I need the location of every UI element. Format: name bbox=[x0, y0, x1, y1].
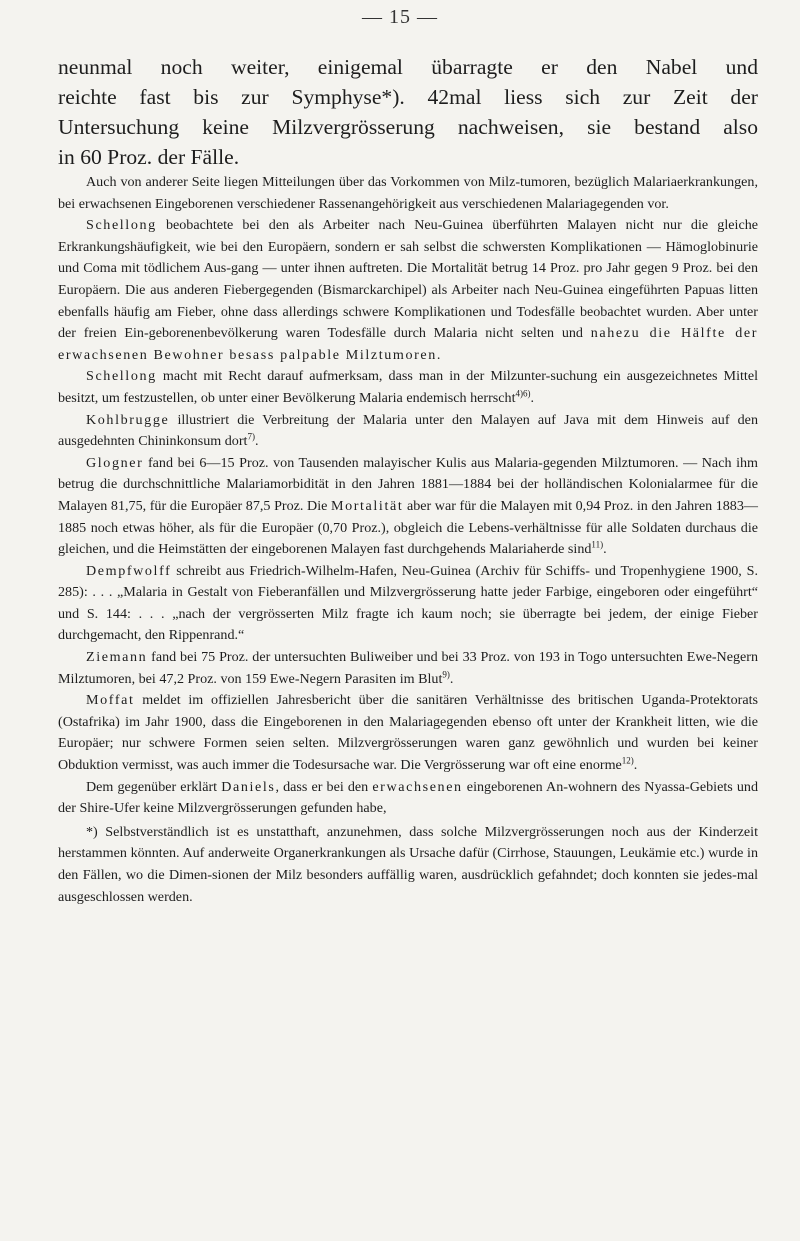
paragraph-end: . bbox=[603, 541, 607, 558]
paragraph-text: meldet im offiziellen Jahresbericht über die sanitären Verhältnisse des britischen Uganda-Protektorats (Ostafrika) im Jahr 1900, dass die Eingeborenen in den Malariagegenden ebenso oft unter der Krankheit litten, wie die Europäer; nur schwere Formen seien selten. Milzvergrösserungen waren ganz gewöhnlich und wurden bei keiner Obduktion vermisst, was auch immer die Todesursache war. Die Vergrösserung war oft eine enorme bbox=[58, 692, 758, 774]
paragraph-text: aber war für die Malayen mit 0,94 Proz. in den Jahren 1883—1885 noch etwas höher, als für die Europäer (0,70 Proz.), obgleich die Lebens-verhältnisse für alle Soldaten durchaus die gleichen, und die Heimstätten der eingeborenen Malayen fast durchgehends Malariaherde sind bbox=[58, 497, 758, 558]
paragraph-kohlbrugge bbox=[58, 410, 758, 453]
footnote bbox=[58, 822, 758, 908]
paragraph-text: schreibt aus Friedrich-Wilhelm-Hafen, Neu-Guinea (Archiv für Schiffs- und Tropenhygiene 1900, S. 285): . . . „Malaria in Gestalt von Fieberanfällen und Milzvergrösserung hatte jeder Farbige, eingeboren oder eingeführt“ und S. 144: . . . „nach der vergrösserten Milz fragte ich kaum noch; sie überragte bei jedem, der einige Fieber durchgemacht, den Rippenrand.“ bbox=[58, 562, 758, 644]
reference-marker: 4)6) bbox=[515, 388, 531, 399]
reference-marker: 7) bbox=[247, 431, 255, 442]
author-name: Ziemann bbox=[86, 649, 148, 666]
paragraph-text: illustriert die Verbreitung der Malaria unter den Malayen auf Java mit dem Hinweis auf den ausgedehnten Chininkonsum dort bbox=[58, 411, 758, 450]
author-name: Glogner bbox=[86, 454, 144, 471]
reference-marker: 9) bbox=[442, 668, 450, 679]
paragraph-text: beobachtete bei den als Arbeiter nach Neu-Guinea überführten Malayen nicht nur die gleiche Erkrankungshäufigkeit, wie bei den Europäern, sondern er sah selbst die schwersten Komplikationen — Hämoglobinurie und Coma mit tödlichem Aus-gang — unter ihnen auftreten. Die Mortalität betrug 14 Proz. pro Jahr gegen 9 Proz. bei den Europäern. Die aus anderen Fiebergegenden (Bismarckarchipel) als Arbeiter nach Neu-Guinea eingeführten Papuas litten ebenfalls häufig am Fieber, ohne dass allerdings schwere Komplikationen und Todesfälle beobachtet wurden. Aber unter der freien Ein-geborenenbevölkerung waren Todesfälle durch Malaria nicht selten und bbox=[58, 217, 758, 342]
lead-line-4: in 60 Proz. der Fälle. bbox=[58, 145, 240, 169]
page-number: — 15 — bbox=[362, 6, 438, 28]
lead-line-1: neunmal noch weiter, einigemal übarragte er den Nabel und bbox=[58, 55, 758, 79]
paragraph-moffat bbox=[58, 690, 758, 776]
paragraph-dempfwolff bbox=[58, 561, 758, 647]
emphasized-text: Mortalität bbox=[330, 497, 404, 514]
paragraph-end: . bbox=[449, 670, 454, 687]
footnote-marker: *) bbox=[86, 823, 98, 840]
paragraph-schellong-2 bbox=[58, 366, 758, 409]
paragraph-text: fand bei 6—15 Proz. von Tausenden malayischer Kulis aus Malaria-gegenden Milztumoren. — Nach ihm betrug die durchschnittliche Malariamorbidität in den Jahren 1881—1884 bei der holländischen Kolonialarmee für die Malayen 81,75, für die Europäer 87,5 Proz. Die bbox=[58, 454, 758, 514]
author-name: Daniels bbox=[221, 778, 276, 795]
paragraph-glogner bbox=[58, 453, 758, 561]
paragraph-other-sources: Auch von anderer Seite liegen Mitteilungen über das Vorkommen von Milz-tumoren, bezüglich Malariaerkrankungen, bei erwachsenen Eingeborenen verschiedener Rassenangehörigkeit aus verschiedenen Malariagegenden vor. bbox=[58, 174, 758, 212]
paragraph-text: eingeborenen An-wohnern des Nyassa-Gebiets und der Shire-Ufer keine Milzvergrösserungen gefunden habe, bbox=[58, 778, 758, 817]
author-name: Dempfwolff bbox=[86, 562, 172, 579]
paragraph-text: , dass er bei den bbox=[275, 778, 373, 795]
paragraph-text: macht mit Recht darauf aufmerksam, dass man in der Milzunter-suchung ein ausgezeichnetes Mittel besitzt, um festzustellen, ob unter einer Bevölkerung Malaria endemisch herrscht bbox=[58, 368, 758, 406]
lead-line-2: reichte fast bis zur Symphyse*). 42mal liess sich zur Zeit der bbox=[58, 85, 758, 109]
paragraph-end: . bbox=[254, 433, 259, 450]
paragraph-text: fand bei 75 Proz. der untersuchten Buliweiber und bei 33 Proz. von 193 in Togo untersuchten Ewe-Negern Milztumoren, bei 47,2 Proz. von 159 Ewe-Negern Parasiten im Blut bbox=[58, 649, 758, 687]
lead-line-3: Untersuchung keine Milzvergrösserung nachweisen, sie bestand also bbox=[58, 115, 758, 139]
paragraph-end: . bbox=[530, 389, 535, 406]
body-text bbox=[58, 172, 758, 908]
paragraph-daniels bbox=[58, 777, 758, 820]
emphasized-text: nahezu die Hälfte der erwachsenen Bewohner besass palpable Milztumoren. bbox=[58, 325, 758, 363]
paragraph-end: . bbox=[633, 757, 638, 774]
lead-paragraph bbox=[58, 52, 758, 172]
author-name: Schellong bbox=[86, 368, 157, 385]
footnote-text: Selbstverständlich ist es unstatthaft, anzunehmen, dass solche Milzvergrösserungen noch aus der Kinderzeit herstammen könnten. Auf anderweite Organerkrankungen als Ursache dafür (Cirrhose, Stauungen, Leukämie etc.) wurde in den Fällen, wo die Dimen-sionen der Milz besonders auffällig waren, ausdrücklich gefahndet; doch konnten sie jedes-mal ausgeschlossen werden. bbox=[58, 823, 758, 905]
paragraph-text: Dem gegenüber erklärt bbox=[86, 778, 222, 795]
author-name: Schellong bbox=[86, 217, 157, 234]
paragraph-ziemann bbox=[58, 647, 758, 690]
emphasized-text: erwachsenen bbox=[372, 778, 463, 795]
author-name: Moffat bbox=[86, 692, 135, 709]
author-name: Kohlbrugge bbox=[86, 411, 170, 428]
reference-marker: 12) bbox=[621, 755, 634, 766]
reference-marker: 11) bbox=[591, 539, 604, 550]
paragraph-schellong-1 bbox=[58, 215, 758, 366]
page-content bbox=[58, 52, 758, 908]
